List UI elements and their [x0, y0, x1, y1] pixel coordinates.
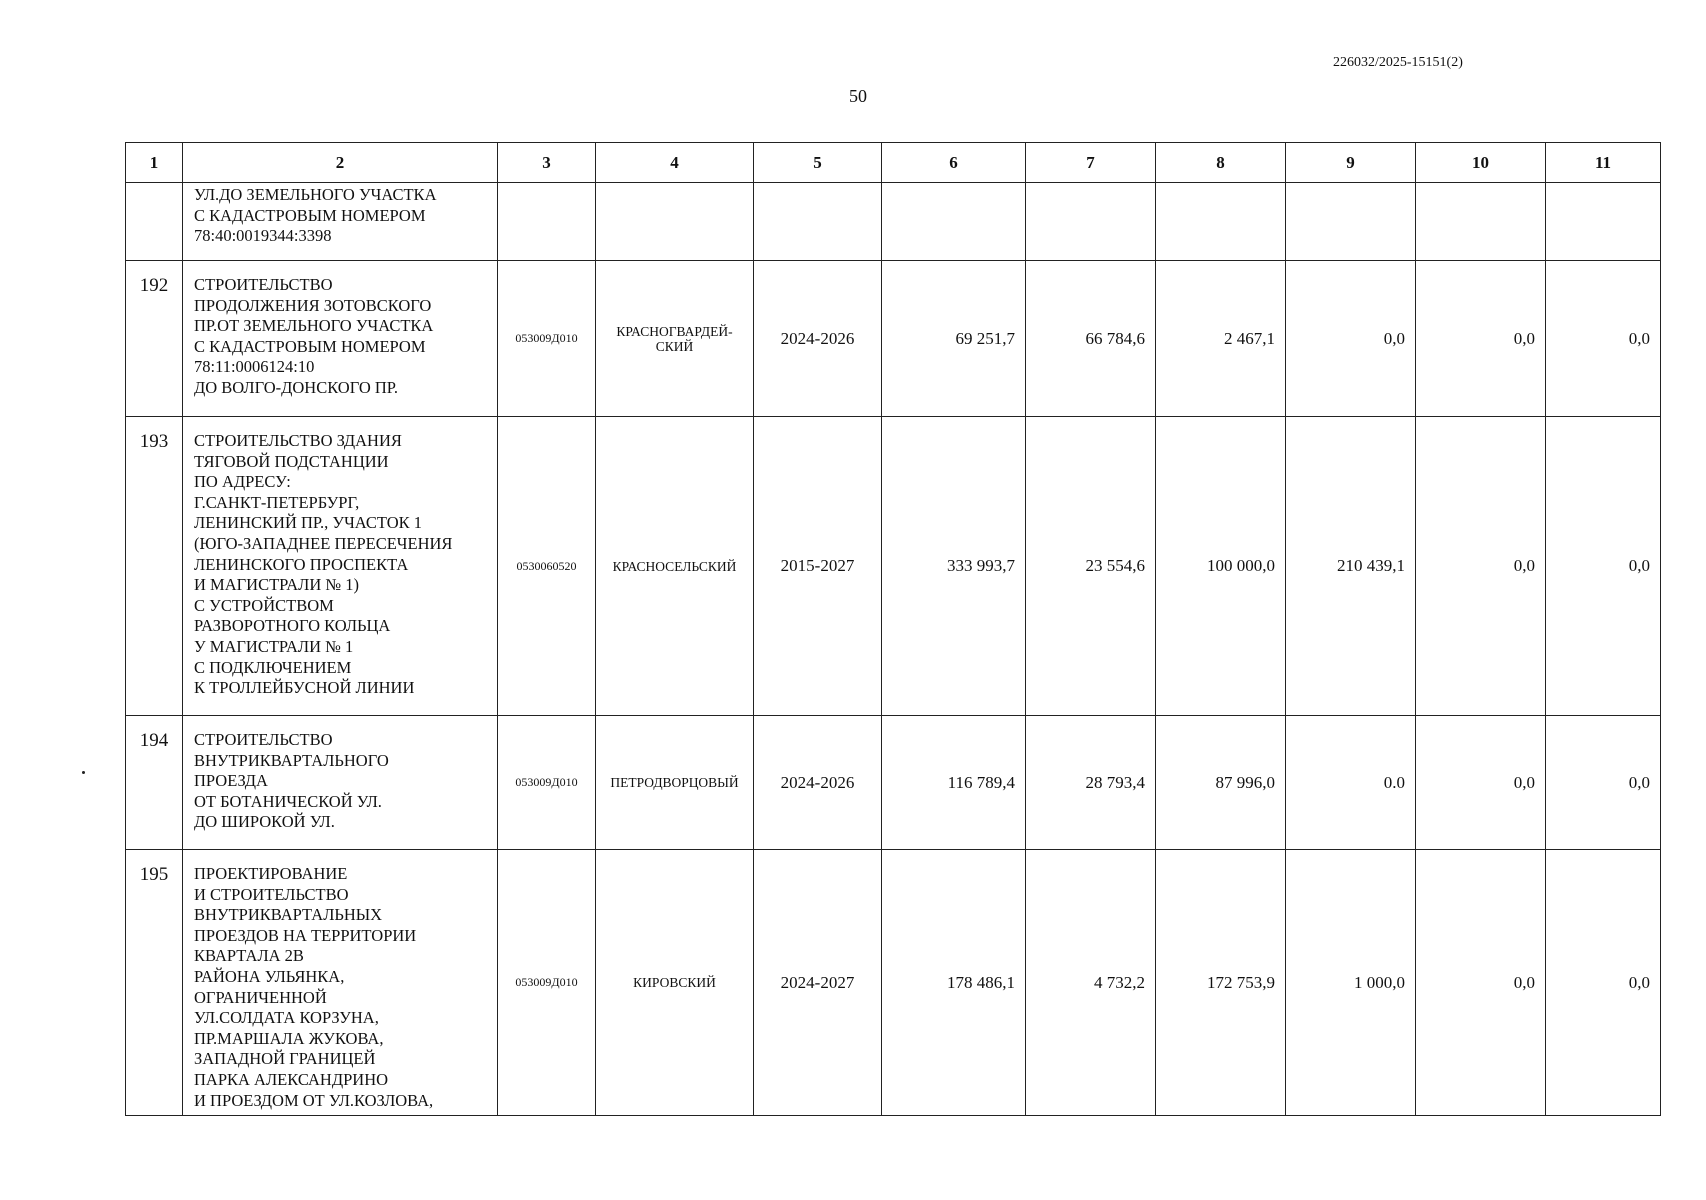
row-number: 192 — [126, 261, 183, 417]
table-row — [126, 183, 1661, 261]
column-header: 3 — [498, 143, 596, 183]
value-cell: 87 996,0 — [1156, 716, 1286, 850]
column-header: 5 — [754, 143, 882, 183]
value-cell: 1 000,0 — [1286, 850, 1416, 1116]
value-cell: 0,0 — [1546, 850, 1661, 1116]
value-cell: 0,0 — [1286, 261, 1416, 417]
object-name: СТРОИТЕЛЬСТВО ВНУТРИКВАРТАЛЬНОГО ПРОЕЗДА ОТ БОТАНИЧЕСКОЙ УЛ. ДО ШИРОКОЙ УЛ. — [183, 716, 498, 850]
value-cell: 0,0 — [1416, 417, 1546, 716]
table-row — [126, 716, 1661, 850]
code-cell: 053009Д010 — [498, 261, 596, 417]
value-cell: 178 486,1 — [882, 850, 1026, 1116]
scan-speck — [82, 771, 85, 774]
table-row — [126, 261, 1661, 417]
value-cell — [1546, 183, 1661, 261]
object-name: СТРОИТЕЛЬСТВО ПРОДОЛЖЕНИЯ ЗОТОВСКОГО ПР.ОТ ЗЕМЕЛЬНОГО УЧАСТКА С КАДАСТРОВЫМ НОМЕРОМ 78:11:0006124:10 ДО ВОЛГО-ДОНСКОГО ПР. — [183, 261, 498, 417]
value-cell: 0,0 — [1416, 716, 1546, 850]
value-cell: 0.0 — [1286, 716, 1416, 850]
code-cell: 053009Д010 — [498, 850, 596, 1116]
object-name: УЛ.ДО ЗЕМЕЛЬНОГО УЧАСТКА С КАДАСТРОВЫМ НОМЕРОМ 78:40:0019344:3398 — [183, 183, 498, 261]
value-cell: 100 000,0 — [1156, 417, 1286, 716]
value-cell: 172 753,9 — [1156, 850, 1286, 1116]
row-number: 193 — [126, 417, 183, 716]
column-header: 8 — [1156, 143, 1286, 183]
code-cell: 053009Д010 — [498, 716, 596, 850]
value-cell: 0,0 — [1416, 850, 1546, 1116]
code-cell — [498, 183, 596, 261]
district-cell: ПЕТРОДВОРЦОВЫЙ — [596, 716, 754, 850]
column-header: 4 — [596, 143, 754, 183]
column-header: 10 — [1416, 143, 1546, 183]
column-header: 6 — [882, 143, 1026, 183]
value-cell: 69 251,7 — [882, 261, 1026, 417]
value-cell — [1026, 183, 1156, 261]
value-cell: 2 467,1 — [1156, 261, 1286, 417]
row-number: 195 — [126, 850, 183, 1116]
column-header: 2 — [183, 143, 498, 183]
value-cell: 0,0 — [1546, 261, 1661, 417]
row-number — [126, 183, 183, 261]
object-name: СТРОИТЕЛЬСТВО ЗДАНИЯ ТЯГОВОЙ ПОДСТАНЦИИ ПО АДРЕСУ: Г.САНКТ-ПЕТЕРБУРГ, ЛЕНИНСКИЙ ПР., УЧАСТОК 1 (ЮГО-ЗАПАДНЕЕ ПЕРЕСЕЧЕНИЯ ЛЕНИНСКОГО ПРОСПЕКТА И МАГИСТРАЛИ № 1) С УСТРОЙСТВОМ РАЗВОРОТНОГО КОЛЬЦА У МАГИСТРАЛИ № 1 С ПОДКЛЮЧЕНИЕМ К ТРОЛЛЕЙБУСНОЙ ЛИНИИ — [183, 417, 498, 716]
value-cell — [882, 183, 1026, 261]
district-cell — [596, 183, 754, 261]
table-row — [126, 850, 1661, 1116]
row-number: 194 — [126, 716, 183, 850]
period-cell: 2024-2026 — [754, 716, 882, 850]
value-cell: 116 789,4 — [882, 716, 1026, 850]
column-header: 7 — [1026, 143, 1156, 183]
document-number: 226032/2025-15151(2) — [1333, 55, 1463, 70]
value-cell: 28 793,4 — [1026, 716, 1156, 850]
value-cell — [1286, 183, 1416, 261]
value-cell: 0,0 — [1416, 261, 1546, 417]
register-table — [125, 142, 1661, 1116]
value-cell: 0,0 — [1546, 716, 1661, 850]
period-cell: 2024-2026 — [754, 261, 882, 417]
column-header: 9 — [1286, 143, 1416, 183]
district-cell: КРАСНОСЕЛЬСКИЙ — [596, 417, 754, 716]
value-cell — [1416, 183, 1546, 261]
column-header: 11 — [1546, 143, 1661, 183]
value-cell: 210 439,1 — [1286, 417, 1416, 716]
value-cell: 66 784,6 — [1026, 261, 1156, 417]
table-row — [126, 417, 1661, 716]
district-cell: КРАСНОГВАРДЕЙ- СКИЙ — [596, 261, 754, 417]
period-cell — [754, 183, 882, 261]
value-cell: 4 732,2 — [1026, 850, 1156, 1116]
district-cell: КИРОВСКИЙ — [596, 850, 754, 1116]
period-cell: 2024-2027 — [754, 850, 882, 1116]
object-name: ПРОЕКТИРОВАНИЕ И СТРОИТЕЛЬСТВО ВНУТРИКВАРТАЛЬНЫХ ПРОЕЗДОВ НА ТЕРРИТОРИИ КВАРТАЛА 2В РАЙОНА УЛЬЯНКА, ОГРАНИЧЕННОЙ УЛ.СОЛДАТА КОРЗУНА, ПР.МАРШАЛА ЖУКОВА, ЗАПАДНОЙ ГРАНИЦЕЙ ПАРКА АЛЕКСАНДРИНО И ПРОЕЗДОМ ОТ УЛ.КОЗЛОВА, — [183, 850, 498, 1116]
header-row — [126, 143, 1661, 183]
value-cell: 0,0 — [1546, 417, 1661, 716]
page-number: 50 — [849, 86, 867, 106]
period-cell: 2015-2027 — [754, 417, 882, 716]
value-cell: 333 993,7 — [882, 417, 1026, 716]
value-cell: 23 554,6 — [1026, 417, 1156, 716]
column-header: 1 — [126, 143, 183, 183]
code-cell: 0530060520 — [498, 417, 596, 716]
value-cell — [1156, 183, 1286, 261]
